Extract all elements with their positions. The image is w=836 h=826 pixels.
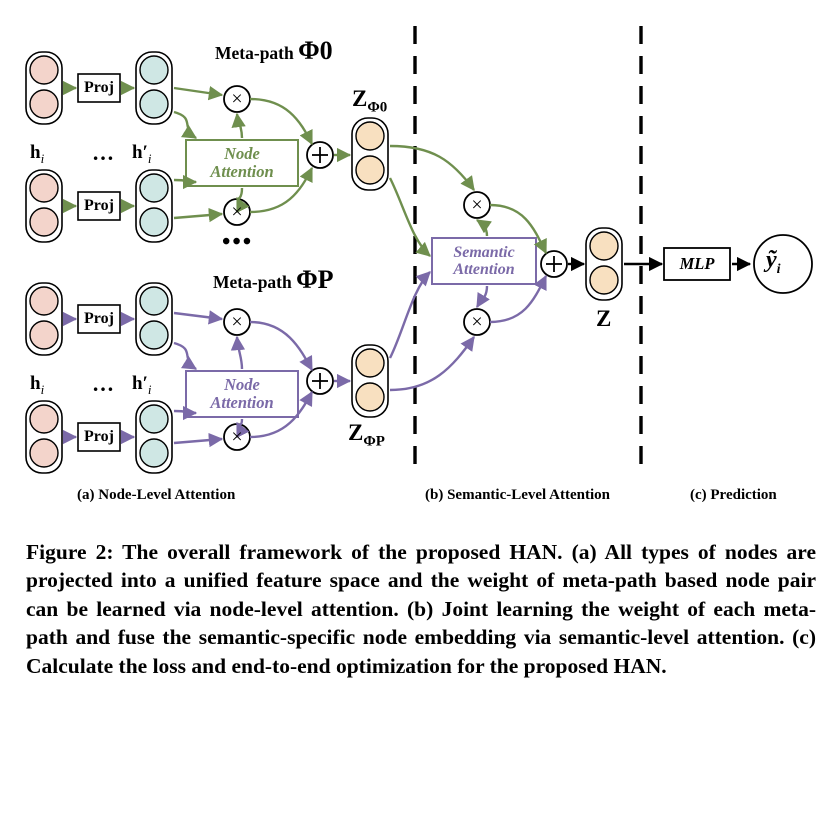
embedding-phiP-subscript: ΦP [363, 433, 385, 450]
prediction-label [766, 247, 781, 278]
embedding-stack-phiP [352, 345, 388, 417]
projected-feature-label-top [132, 142, 152, 167]
multiply-icon-bottom-2 [224, 424, 250, 450]
projected-feature-subscript: i [147, 381, 152, 397]
projected-feature-subscript: i [147, 150, 152, 166]
node-attention-label-top-line2: Attention [210, 162, 274, 181]
input-feature-subscript: i [40, 381, 45, 397]
proj-label-top-2: Proj [84, 196, 114, 214]
multiply-icon-top-2 [224, 199, 250, 225]
multiply-glyph: × [471, 193, 483, 216]
projected-feature-label-bottom [132, 373, 152, 398]
multiply-glyph: × [471, 310, 483, 333]
input-node-stack-bottom-2 [26, 401, 62, 473]
input-node-stack-top-2 [26, 170, 62, 242]
multiply-glyph: × [231, 425, 243, 448]
section-label-a: (a) Node-Level Attention [77, 487, 236, 503]
final-embedding-label: Z [596, 306, 612, 331]
node-attention-label-bottom-line1: Node [224, 375, 260, 395]
embedding-stack-phi0 [352, 118, 388, 190]
proj-label-bottom-2: Proj [84, 427, 114, 445]
projected-feature-symbol: h′ [132, 142, 148, 163]
embedding-phiP-symbol: Z [348, 420, 364, 445]
projected-feature-symbol: h′ [132, 373, 148, 394]
ellipsis-dots-top: … [92, 140, 114, 165]
final-embedding-stack [586, 228, 622, 300]
ellipsis-dots-bottom: … [92, 371, 114, 396]
embedding-label-phi0 [352, 86, 387, 117]
node-attention-label-bottom-line2: Attention [210, 393, 274, 412]
proj-label-top-1: Proj [84, 78, 114, 96]
proj-label-bottom-1: Proj [84, 309, 114, 327]
projected-node-stack-top-1 [136, 52, 172, 124]
meta-path-symbol-0: Φ0 [298, 36, 333, 65]
projected-node-stack-top-2 [136, 170, 172, 242]
node-attention-label-top [186, 140, 298, 186]
semantic-attention-label-line2: Attention [453, 261, 515, 278]
prediction-node [754, 235, 812, 293]
embedding-phi0-subscript: Φ0 [367, 99, 388, 116]
multiply-glyph: × [231, 87, 243, 110]
section-label-c: (c) Prediction [690, 487, 777, 503]
embedding-phi0-symbol: Z [352, 86, 368, 111]
meta-path-text-p: Meta-path [213, 272, 292, 292]
section-label-b: (b) Semantic-Level Attention [425, 487, 610, 503]
input-feature-symbol: h [30, 373, 41, 394]
node-attention-label-top-line1: Node [224, 144, 260, 164]
ellipsis-meta-paths: ••• [222, 229, 254, 255]
projected-node-stack-bottom-2 [136, 401, 172, 473]
input-feature-symbol: h [30, 142, 41, 163]
input-feature-label-top [30, 142, 44, 167]
semantic-attention-label [432, 238, 536, 284]
input-node-stack-top-1 [26, 52, 62, 124]
input-node-stack-bottom-1 [26, 283, 62, 355]
semantic-attention-label-line1: Semantic [453, 243, 515, 261]
figure-caption: Figure 2: The overall framework of the proposed HAN. (a) All types of nodes are projected into a unified feature space and the weight of meta-path based node pair can be learned via node-level attention. (b) Joint learning the weight of each meta-path and fuse the semantic-specific node embedding via semantic-level attention. (c) Calculate the loss and end-to-end optimization for the proposed HAN. [26, 540, 816, 678]
meta-path-label-0 [215, 36, 333, 66]
prediction-subscript: i [776, 261, 781, 277]
input-feature-subscript: i [40, 150, 45, 166]
multiply-icon-bottom-1 [224, 309, 250, 335]
multiply-icon-top-1 [224, 86, 250, 112]
projected-node-stack-bottom-1 [136, 283, 172, 355]
node-attention-label-bottom [186, 371, 298, 417]
multiply-glyph: × [231, 310, 243, 333]
mlp-label: MLP [679, 254, 715, 274]
multiply-icon-semantic-top [464, 192, 490, 218]
prediction-symbol: ỹ [766, 247, 777, 273]
meta-path-text-0: Meta-path [215, 43, 294, 63]
input-feature-label-bottom [30, 373, 44, 398]
embedding-label-phiP [348, 420, 385, 451]
multiply-icon-semantic-bottom [464, 309, 490, 335]
multiply-glyph: × [231, 200, 243, 223]
meta-path-label-p [213, 265, 334, 295]
meta-path-symbol-p: ΦP [296, 265, 334, 294]
